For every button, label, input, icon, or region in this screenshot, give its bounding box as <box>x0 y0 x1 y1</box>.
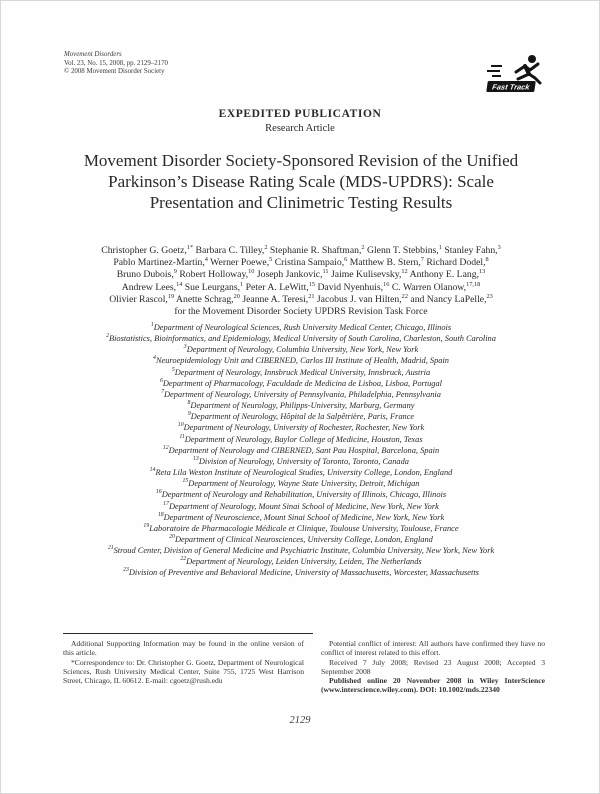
affiliation-line: $^3$Department of Neurology, Columbia University, New York, New York <box>183 344 419 355</box>
affiliation-line: $^7$Department of Neurology, University of Pennsylvania, Philadelphia, Pennsylvania <box>161 389 441 399</box>
footnote-column-right <box>321 639 545 695</box>
fast-track-runner-icon <box>485 51 545 93</box>
footnote-paragraph: Additional Supporting Information may be found in the online version of this article. <box>63 639 304 658</box>
affiliation-line: $^{17}$Department of Neurology, Mount Sinai School of Medicine, New York, New York <box>163 500 439 511</box>
journal-copyright-line: © 2008 Movement Disorder Society <box>64 68 165 76</box>
fast-track-logo <box>485 51 545 93</box>
affiliations-list <box>41 322 561 579</box>
title-line-3: Presentation and Clinimetric Testing Results <box>149 193 453 212</box>
footnote-paragraph: Published online 20 November 2008 in Wiley InterScience (www.interscience.wiley.com). DOI: 10.1002/mds.22340 <box>321 676 545 695</box>
author-line: Bruno Dubois,$^9$ Robert Holloway,$^{10}$ Joseph Jankovic,$^{11}$ Jaime Kulisevsky,$^{12}$ Anthony E. Lang,$^{13}$ <box>116 268 486 281</box>
author-list <box>31 245 571 318</box>
footnote-paragraph: *Correspondence to: Dr. Christopher G. Goetz, Department of Neurological Sciences, Rush University Medical Center, Suite 755, 1725 West Harrison Street, Chicago, IL 60612. E-mail: cgoetz@rush.edu <box>63 657 304 686</box>
journal-volume-line: Vol. 23, No. 15, 2008, pp. 2129–2170 <box>64 59 169 67</box>
affiliation-line: $^{15}$Department of Neurology, Wayne State University, Detroit, Michigan <box>182 478 420 489</box>
affiliation-line: $^2$Biostatistics, Bioinformatics, and Epidemiology, Medical University of South Carolina, Charleston, South Carolina <box>106 333 496 344</box>
affiliation-line: $^{21}$Stroud Center, Division of General Medicine and Psychiatric Institute, Columbia University, New York, New York <box>107 545 495 556</box>
article-category: Research Article <box>265 123 335 134</box>
affiliation-line: $^{20}$Department of Clinical Neurosciences, University College, London, England <box>169 534 433 544</box>
affiliation-line: $^{10}$Department of Neurology, University of Rochester, Rochester, New York <box>177 422 425 433</box>
affiliation-line: $^1$Department of Neurological Sciences, Rush University Medical Center, Chicago, Illinois <box>150 322 452 332</box>
footnotes <box>63 639 545 695</box>
affiliation-line: $^{19}$Laboratoire de Pharmacologie Médicale et Clinique, Toulouse University, Toulouse, France <box>143 523 459 533</box>
affiliation-line: $^{14}$Reta Lila Weston Institute of Neurological Studies, University College, London, England <box>149 467 453 478</box>
affiliation-line: $^5$Department of Neurology, Innsbruck Medical University, Innsbruck, Austria <box>171 366 431 377</box>
footnote-column-left <box>63 639 304 695</box>
affiliation-line: $^8$Department of Neurology, Philipps-University, Marburg, Germany <box>187 400 415 411</box>
author-line: Andrew Lees,$^{14}$ Sue Leurgans,$^1$ Peter A. LeWitt,$^{15}$ David Nyenhuis,$^{16}$ C. Warren Olanow,$^{17,18}$ <box>121 280 481 293</box>
affiliation-line: $^{18}$Department of Neuroscience, Mount Sinai School of Medicine, New York, New York <box>157 511 445 522</box>
footnote-divider <box>63 633 313 634</box>
affiliation-line: $^4$Neuroepidemiology Unit and CIBERNED, Carlos III Institute of Health, Madrid, Spain <box>153 355 449 366</box>
author-line: for the Movement Disorder Society UPDRS Revision Task Force <box>174 306 428 318</box>
affiliation-line: $^{13}$Division of Neurology, University of Toronto, Toronto, Canada <box>193 456 409 466</box>
affiliation-line: $^{22}$Department of Neurology, Leiden University, Leiden, The Netherlands <box>180 556 422 567</box>
journal-info <box>64 51 168 77</box>
author-line: Christopher G. Goetz,$^{1*}$ Barbara C. Tilley,$^2$ Stephanie R. Shaftman,$^2$ Glenn T. Stebbins,$^1$ Stanley Fahn,$^3$ <box>101 243 501 256</box>
footnote-paragraph: Received 7 July 2008; Revised 23 August 2008; Accepted 3 September 2008 <box>321 657 545 676</box>
title-line-1: Movement Disorder Society-Sponsored Revision of the Unified <box>83 151 519 170</box>
affiliation-line: $^9$Department of Neurology, Hôpital de la Salpêtrière, Paris, France <box>187 411 415 422</box>
affiliation-line: $^{12}$Department of Neurology and CIBERNED, Sant Pau Hospital, Barcelona, Spain <box>162 444 440 455</box>
affiliation-line: $^{11}$Department of Neurology, Baylor College of Medicine, Houston, Texas <box>179 433 423 444</box>
journal-name: Movement Disorders <box>64 51 122 58</box>
title-line-2: Parkinson’s Disease Rating Scale (MDS-UPDRS): Scale <box>108 172 494 191</box>
fast-track-label: Fast Track <box>491 82 531 92</box>
affiliation-line: $^{23}$Division of Preventive and Behavioral Medicine, University of Massachusetts, Worcester, Massachusetts <box>123 567 479 578</box>
affiliation-line: $^6$Department of Pharmacology, Faculdade de Medicina de Lisboa, Lisboa, Portugal <box>159 377 443 388</box>
footnote-paragraph: Potential conflict of interest: All authors have confirmed they have no conflict of interest related to this effort. <box>321 639 545 658</box>
page-number: 2129 <box>289 715 311 726</box>
author-line: Pablo Martinez-Martin,$^4$ Werner Poewe,$^5$ Cristina Sampaio,$^6$ Matthew B. Stern,$^7$ Richard Dodel,$^8$ <box>113 255 489 269</box>
article-type-heading: EXPEDITED PUBLICATION <box>218 108 382 120</box>
article-title <box>41 150 561 213</box>
affiliation-line: $^{16}$Department of Neurology and Rehabilitation, University of Illinois, Chicago, Illinois <box>155 489 447 500</box>
author-line: Olivier Rascol,$^{19}$ Anette Schrag,$^{20}$ Jeanne A. Teresi,$^{21}$ Jacobus J. van Hilten,$^{22}$ and Nancy LaPelle,$^{23}$ <box>109 292 493 305</box>
